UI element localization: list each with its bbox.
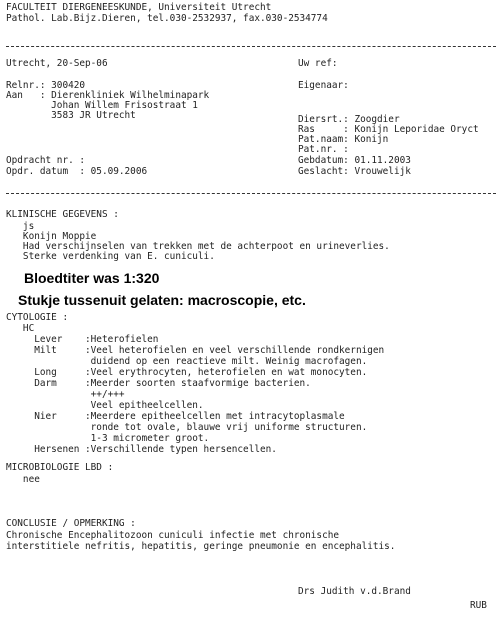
patient-number: Pat.nr. : [298, 144, 349, 155]
animal-type: Diersrt.: Zoogdier [298, 114, 400, 125]
your-ref: Uw ref: [298, 58, 338, 69]
addressee-street: Johan Willem Frisostraat 1 [6, 100, 198, 111]
divider [6, 193, 496, 194]
relation-number: Relnr.: 300420 [6, 80, 86, 91]
cytology-line: Hersenen :Verschillende typen hersencellen. [6, 444, 277, 455]
city-date: Utrecht, 20-Sep-06 [6, 58, 108, 69]
initials: RUB [470, 600, 487, 611]
clinical-line: Konijn Moppie [6, 231, 97, 242]
blood-titer-note: Bloedtiter was 1:320 [24, 270, 160, 286]
cytology-line: Nier :Meerdere epitheelcellen met intracytoplasmale [6, 411, 345, 422]
birth-date: Gebdatum: 01.11.2003 [298, 155, 411, 166]
cytology-line: Lever :Heterofielen [6, 334, 159, 345]
cytology-heading: CYTOLOGIE : [6, 312, 69, 323]
addressee-name: Aan : Dierenkliniek Wilhelminapark [6, 90, 210, 101]
divider [6, 46, 496, 47]
signature: Drs Judith v.d.Brand [298, 586, 411, 597]
microbiology-heading: MICROBIOLOGIE LBD : [6, 462, 114, 473]
cytology-line: Milt :Veel heterofielen en veel verschillende rondkernigen [6, 345, 385, 356]
conclusion-line: Chronische Encephalitozoon cuniculi infectie met chronische [6, 530, 340, 541]
owner: Eigenaar: [298, 80, 349, 91]
sex: Geslacht: Vrouwelijk [298, 166, 411, 177]
order-date: Opdr. datum : 05.09.2006 [6, 166, 148, 177]
cytology-line: ronde tot ovale, blauwe vrij uniforme structuren. [6, 422, 368, 433]
cytology-line: duidend op een reactieve milt. Weinig macrofagen. [6, 356, 368, 367]
cytology-line: Long :Veel erythrocyten, heterofielen en wat monocyten. [6, 367, 368, 378]
cytology-line: ++/+++ [6, 389, 125, 400]
conclusion-heading: CONCLUSIE / OPMERKING : [6, 518, 136, 529]
patient-name: Pat.naam: Konijn [298, 134, 389, 145]
conclusion-line: interstitiele nefritis, hepatitis, geringe pneumonie en encephalitis. [6, 541, 396, 552]
microbiology-value: nee [6, 474, 40, 485]
cytology-line: Darm :Meerder soorten staafvormige bacterien. [6, 378, 311, 389]
cytology-line: HC [6, 323, 35, 334]
clinical-line: Sterke verdenking van E. cuniculi. [6, 251, 215, 262]
cytology-line: 1-3 micrometer groot. [6, 433, 210, 444]
lab-contact: Pathol. Lab.Bijz.Dieren, tel.030-2532937, fax.030-2534774 [6, 13, 328, 24]
order-number: Opdracht nr. : [6, 155, 86, 166]
animal-breed: Ras : Konijn Leporidae Oryct [298, 124, 479, 135]
clinical-line: js [6, 221, 35, 232]
addressee-city: 3583 JR Utrecht [6, 110, 136, 121]
cytology-line: Veel epitheelcellen. [6, 400, 204, 411]
institution-name: FACULTEIT DIERGENEESKUNDE, Universiteit Utrecht [6, 2, 272, 13]
clinical-heading: KLINISCHE GEGEVENS : [6, 209, 119, 220]
clinical-line: Had verschijnselen van trekken met de achterpoot en urineverlies. [6, 241, 390, 252]
sample-note: Stukje tussenuit gelaten: macroscopie, etc. [18, 292, 306, 308]
